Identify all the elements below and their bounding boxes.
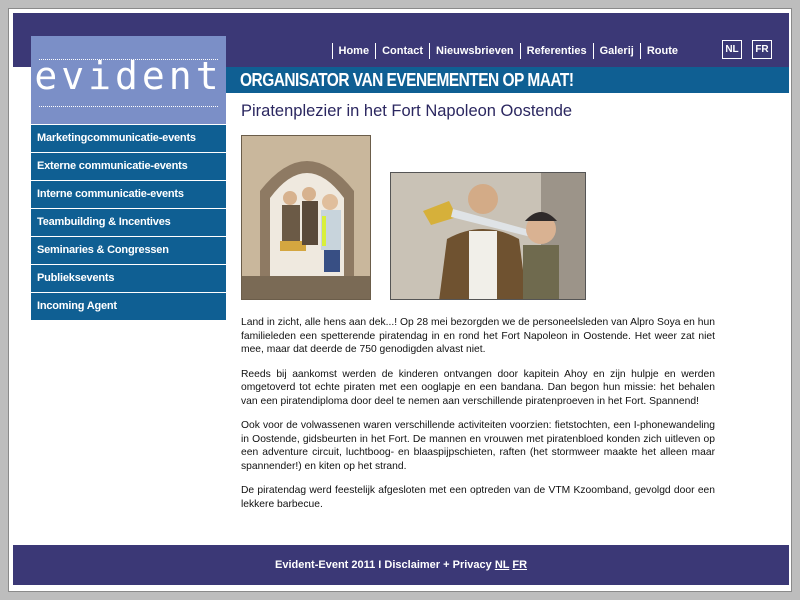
sidebar-item-seminars[interactable]: Seminaries & Congressen	[31, 236, 226, 264]
sidebar-item-internal[interactable]: Interne communicatie-events	[31, 180, 226, 208]
sidebar-item-marketing[interactable]: Marketingcommunicatie-events	[31, 124, 226, 152]
language-fr-button[interactable]: FR	[752, 40, 772, 59]
language-nl-button[interactable]: NL	[722, 40, 742, 59]
nav-gallery[interactable]: Galerij	[593, 43, 640, 59]
paragraph-1: Land in zicht, alle hens aan dek...! Op 28 mei bezorgden we de personeelsleden van Alpro Soya en hun familieleden een spetterende piratendag in en rond het Fort Napoleon in Oostende. Het weer zat niet mee, maar dat deerde de 750 genodigden alvast niet.	[241, 317, 715, 355]
slogan: ORGANISATOR VAN EVENEMENTEN OP MAAT!	[240, 70, 574, 90]
nav-route[interactable]: Route	[640, 43, 684, 59]
footer-text[interactable]: Evident-Event 2011 I Disclaimer + Privacy	[274, 559, 492, 571]
sidebar-item-external[interactable]: Externe communicatie-events	[31, 152, 226, 180]
nav-home[interactable]: Home	[332, 43, 376, 59]
logo-line-bottom	[39, 106, 218, 107]
sidebar-navigation	[31, 124, 226, 321]
pirates-photo-2	[390, 172, 586, 300]
paragraph-2: Reeds bij aankomst werden de kinderen ontvangen door kapitein Ahoy en zijn hulpje en werden omgetoverd tot echte piraten met een ooglapje en een bandana. Dan begon hun missie: het behalen van een piratendiploma door deel te nemen aan verschillende piratenproeven in het Fort. Spannend!	[241, 368, 715, 407]
nav-contact[interactable]: Contact	[375, 43, 429, 59]
footer	[13, 545, 789, 585]
footer-fr-link[interactable]: FR	[512, 559, 528, 571]
footer-nl-link[interactable]: NL	[494, 559, 510, 571]
nav-references[interactable]: Referenties	[520, 43, 593, 59]
nav-newsletters[interactable]: Nieuwsbrieven	[429, 43, 520, 59]
logo-text: evident	[34, 54, 223, 98]
sidebar-item-incoming-agent[interactable]: Incoming Agent	[31, 292, 226, 321]
paragraph-4: De piratendag werd feestelijk afgesloten met een optreden van de VTM Kzoomband, gevolgd door een lekkere barbecue.	[241, 485, 715, 510]
sidebar-item-teambuilding[interactable]: Teambuilding & Incentives	[31, 208, 226, 236]
article-body	[241, 316, 715, 522]
paragraph-3: Ook voor de volwassenen waren verschillende activiteiten voorzien: fietstochten, een I-phonewandeling in Oostende, gidsbeurten in het Fort. De mannen en vrouwen met piratenbloed konden zich uitleven op een adventure circuit, luchtboog- en blaaspijpschieten, raften (het stormweer maakte het alleen maar spannender!) en kiten op het strand.	[241, 420, 715, 472]
page-title: Piratenplezier in het Fort Napoleon Oostende	[241, 102, 573, 120]
sidebar-item-public-events[interactable]: Publieksevents	[31, 264, 226, 292]
top-navigation	[332, 43, 685, 59]
logo[interactable]	[31, 36, 226, 125]
pirates-photo-1	[241, 135, 371, 300]
